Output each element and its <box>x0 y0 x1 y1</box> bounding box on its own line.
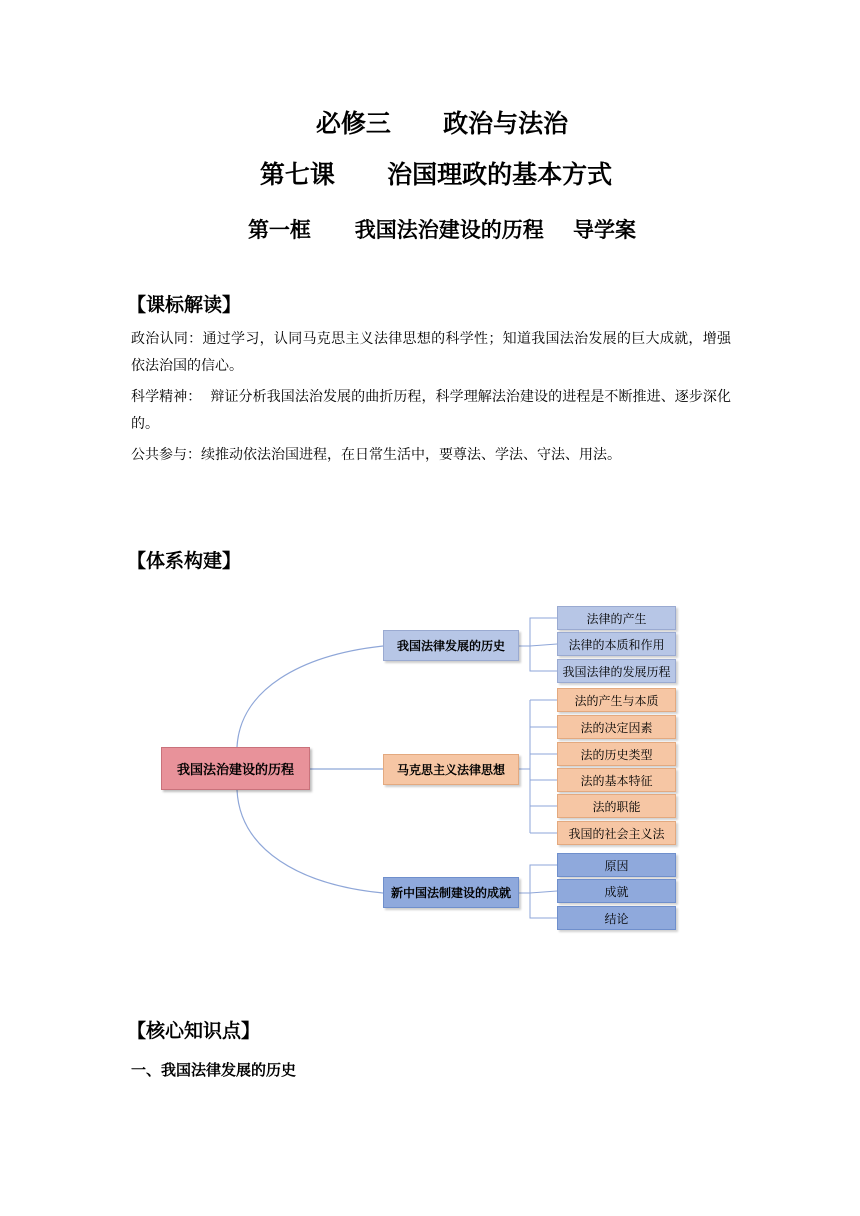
course-title: 必修三 政治与法治 <box>315 109 569 138</box>
branch-legal-history: 我国法律发展的历史 <box>383 630 519 661</box>
curriculum-heading: 【课标解读】 <box>127 294 242 316</box>
curriculum-paragraph-participation: 公共参与：续推动依法治国进程，在日常生活中，要尊法、学法、守法、用法。 <box>131 447 621 463</box>
leaf-development-course: 我国法律的发展历程 <box>557 659 676 683</box>
branch-marxist-legal-thought: 马克思主义法律思想 <box>383 754 519 785</box>
leaf-origin-of-law: 法律的产生 <box>557 606 676 630</box>
leaf-achievements: 成就 <box>557 879 676 903</box>
connector-root-branch1 <box>237 646 383 747</box>
core-item-1: 一、我国法律发展的历史 <box>131 1061 297 1079</box>
lesson-title: 第七课 治国理政的基本方式 <box>259 160 613 189</box>
leaf-socialist-law: 我国的社会主义法 <box>557 821 676 845</box>
leaf-reasons: 原因 <box>557 853 676 877</box>
leaf-basic-features: 法的基本特征 <box>557 768 676 792</box>
leaf-origin-and-essence: 法的产生与本质 <box>557 688 676 712</box>
leaf-nature-and-role: 法律的本质和作用 <box>557 632 676 656</box>
system-heading: 【体系构建】 <box>127 550 242 572</box>
leaf-historical-types: 法的历史类型 <box>557 742 676 766</box>
leaf-functions: 法的职能 <box>557 794 676 818</box>
branch-legal-achievements: 新中国法制建设的成就 <box>383 877 519 908</box>
core-knowledge-heading: 【核心知识点】 <box>127 1020 261 1042</box>
curriculum-paragraph-political: 政治认同：通过学习，认同马克思主义法律思想的科学性；知道我国法治发展的巨大成就，增强依法治国的信心。 <box>131 331 731 374</box>
section-title: 第一框 我国法治建设的历程 导学案 <box>247 217 637 242</box>
mind-map-root: 我国法治建设的历程 <box>161 747 310 790</box>
leaf-conclusion: 结论 <box>557 906 676 930</box>
connector-root-branch3 <box>237 790 383 893</box>
leaf-determining-factors: 法的决定因素 <box>557 715 676 739</box>
curriculum-paragraph-science: 科学精神： 辩证分析我国法治发展的曲折历程，科学理解法治建设的进程是不断推进、逐步深化的。 <box>131 389 731 432</box>
